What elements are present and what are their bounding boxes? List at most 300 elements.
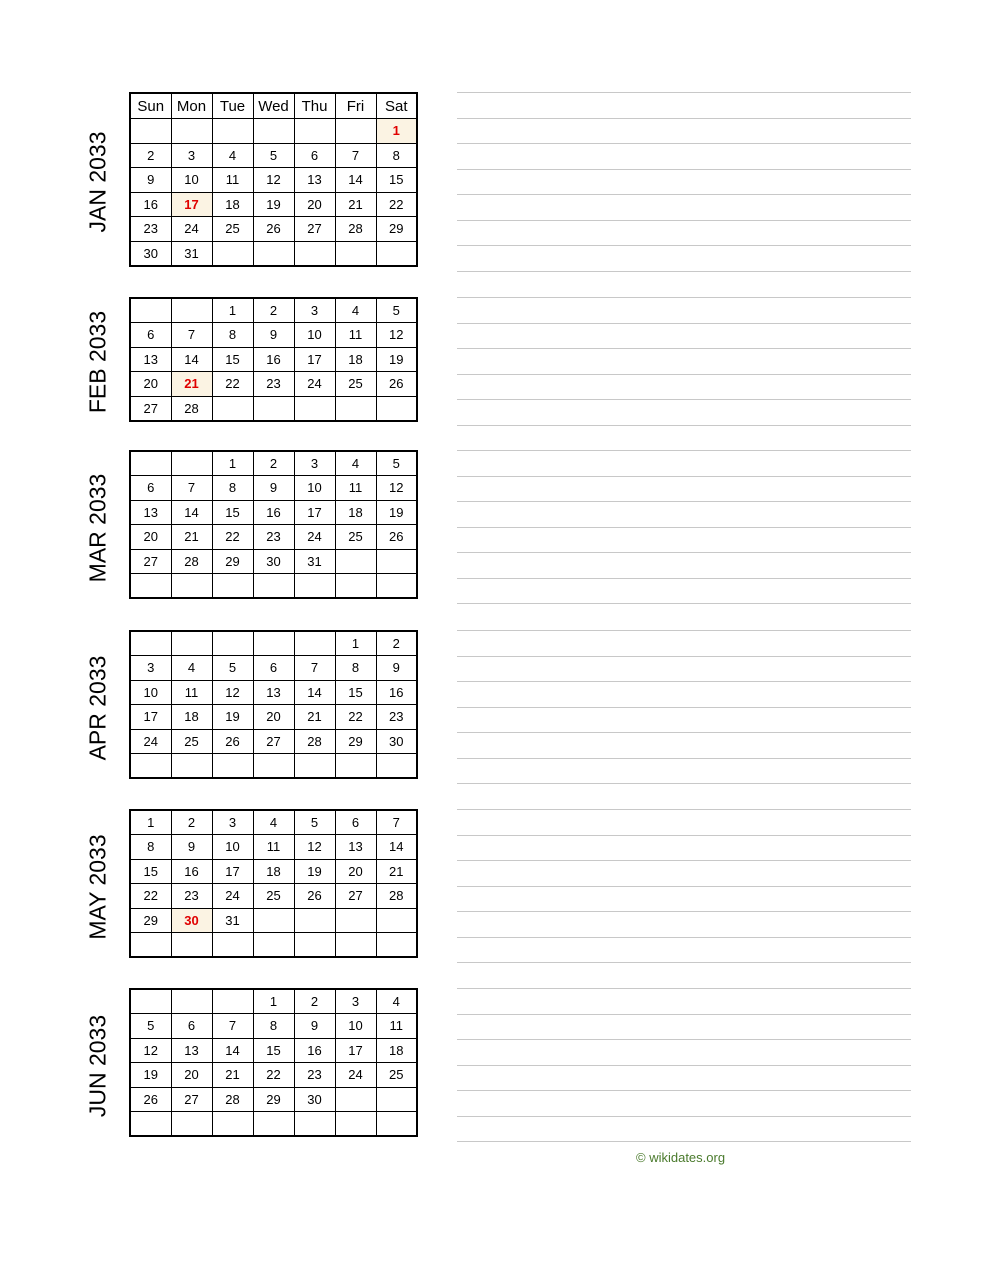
empty-day-cell [212, 241, 253, 266]
day-cell: 25 [376, 1063, 417, 1088]
day-cell: 1 [212, 451, 253, 476]
day-cell: 17 [335, 1038, 376, 1063]
month-calendar-grid [129, 809, 418, 958]
day-cell: 18 [335, 500, 376, 525]
empty-day-cell [376, 908, 417, 933]
empty-day-cell [376, 754, 417, 779]
day-cell: 21 [376, 859, 417, 884]
week-row [130, 835, 417, 860]
day-cell: 20 [335, 859, 376, 884]
note-line [457, 886, 911, 887]
note-line [457, 1065, 911, 1066]
note-line [457, 425, 911, 426]
day-cell: 28 [294, 729, 335, 754]
note-line [457, 783, 911, 784]
day-cell: 15 [376, 168, 417, 193]
day-cell: 9 [171, 835, 212, 860]
day-cell: 2 [171, 810, 212, 835]
empty-day-cell [130, 1112, 171, 1137]
day-cell: 26 [253, 217, 294, 242]
day-cell: 24 [294, 525, 335, 550]
day-cell: 18 [335, 347, 376, 372]
day-cell: 8 [130, 835, 171, 860]
empty-day-cell [212, 631, 253, 656]
empty-day-cell [253, 933, 294, 958]
day-cell: 8 [212, 476, 253, 501]
day-cell: 14 [171, 500, 212, 525]
empty-day-cell [253, 631, 294, 656]
empty-day-cell [376, 1112, 417, 1137]
day-cell: 4 [335, 298, 376, 323]
day-cell: 5 [376, 451, 417, 476]
week-row [130, 396, 417, 421]
day-cell: 9 [130, 168, 171, 193]
week-row [130, 298, 417, 323]
day-cell: 16 [253, 500, 294, 525]
week-row [130, 217, 417, 242]
day-cell: 13 [130, 347, 171, 372]
day-cell: 3 [294, 451, 335, 476]
day-cell: 7 [376, 810, 417, 835]
day-cell: 9 [376, 656, 417, 681]
empty-day-cell [212, 574, 253, 599]
week-row [130, 933, 417, 958]
week-row [130, 729, 417, 754]
weekday-header: Sat [376, 93, 417, 119]
note-line [457, 732, 911, 733]
day-cell: 27 [253, 729, 294, 754]
day-cell: 2 [130, 143, 171, 168]
day-cell: 7 [294, 656, 335, 681]
day-cell: 10 [130, 680, 171, 705]
day-cell: 29 [212, 549, 253, 574]
empty-day-cell [294, 908, 335, 933]
empty-day-cell [335, 574, 376, 599]
day-cell: 18 [376, 1038, 417, 1063]
empty-day-cell [376, 1087, 417, 1112]
day-cell: 20 [253, 705, 294, 730]
empty-day-cell [171, 989, 212, 1014]
note-line [457, 374, 911, 375]
day-cell: 3 [171, 143, 212, 168]
week-row [130, 705, 417, 730]
empty-day-cell [212, 119, 253, 144]
empty-day-cell [335, 754, 376, 779]
day-cell: 10 [294, 476, 335, 501]
day-cell: 16 [253, 347, 294, 372]
day-cell: 6 [171, 1014, 212, 1039]
day-cell: 2 [253, 451, 294, 476]
day-cell: 10 [212, 835, 253, 860]
empty-day-cell [130, 119, 171, 144]
week-row [130, 525, 417, 550]
note-line [457, 630, 911, 631]
empty-day-cell [294, 574, 335, 599]
day-cell: 2 [376, 631, 417, 656]
month-calendar-grid [129, 450, 418, 599]
day-cell: 30 [253, 549, 294, 574]
day-cell: 25 [212, 217, 253, 242]
weekday-header: Thu [294, 93, 335, 119]
empty-day-cell [376, 396, 417, 421]
day-cell: 5 [212, 656, 253, 681]
day-cell: 14 [376, 835, 417, 860]
empty-day-cell [130, 574, 171, 599]
day-cell: 3 [212, 810, 253, 835]
day-cell: 18 [212, 192, 253, 217]
day-cell: 20 [130, 372, 171, 397]
empty-day-cell [171, 574, 212, 599]
empty-day-cell [253, 574, 294, 599]
day-cell: 20 [294, 192, 335, 217]
day-cell: 4 [253, 810, 294, 835]
day-cell: 11 [335, 323, 376, 348]
empty-day-cell [212, 396, 253, 421]
day-cell: 16 [376, 680, 417, 705]
day-cell: 5 [253, 143, 294, 168]
day-cell: 31 [294, 549, 335, 574]
week-row [130, 989, 417, 1014]
note-line [457, 348, 911, 349]
note-line [457, 220, 911, 221]
day-cell: 19 [376, 347, 417, 372]
empty-day-cell [335, 119, 376, 144]
week-row [130, 500, 417, 525]
day-cell: 23 [253, 372, 294, 397]
month-label-text: MAY 2033 [84, 833, 111, 940]
day-cell: 18 [171, 705, 212, 730]
week-row [130, 241, 417, 266]
day-cell: 26 [130, 1087, 171, 1112]
day-cell: 9 [253, 323, 294, 348]
month-label-text: MAR 2033 [84, 473, 111, 582]
day-cell: 29 [335, 729, 376, 754]
day-cell: 7 [212, 1014, 253, 1039]
note-line [457, 501, 911, 502]
empty-day-cell [294, 241, 335, 266]
day-cell: 23 [253, 525, 294, 550]
day-cell: 5 [130, 1014, 171, 1039]
day-cell: 28 [171, 396, 212, 421]
day-cell: 11 [376, 1014, 417, 1039]
day-cell: 30 [130, 241, 171, 266]
weekday-header: Sun [130, 93, 171, 119]
week-row [130, 323, 417, 348]
day-cell: 24 [294, 372, 335, 397]
empty-day-cell [212, 989, 253, 1014]
day-cell: 17 [130, 705, 171, 730]
day-cell: 16 [130, 192, 171, 217]
day-cell: 17 [212, 859, 253, 884]
day-cell: 12 [212, 680, 253, 705]
empty-day-cell [294, 1112, 335, 1137]
day-cell: 13 [171, 1038, 212, 1063]
day-cell: 17 [171, 192, 212, 217]
week-row [130, 754, 417, 779]
day-cell: 10 [335, 1014, 376, 1039]
day-cell: 19 [212, 705, 253, 730]
month-calendar-grid [129, 988, 418, 1137]
note-line [457, 1039, 911, 1040]
day-cell: 5 [376, 298, 417, 323]
week-row [130, 908, 417, 933]
note-line [457, 323, 911, 324]
empty-day-cell [376, 574, 417, 599]
day-cell: 12 [130, 1038, 171, 1063]
empty-day-cell [376, 549, 417, 574]
empty-day-cell [335, 933, 376, 958]
note-line [457, 169, 911, 170]
empty-day-cell [253, 241, 294, 266]
week-row [130, 1112, 417, 1137]
day-cell: 21 [212, 1063, 253, 1088]
day-cell: 15 [335, 680, 376, 705]
month-calendar-grid [129, 630, 418, 779]
note-line [457, 552, 911, 553]
day-cell: 1 [335, 631, 376, 656]
note-line [457, 962, 911, 963]
empty-day-cell [212, 933, 253, 958]
day-cell: 16 [294, 1038, 335, 1063]
week-row [130, 119, 417, 144]
day-cell: 25 [253, 884, 294, 909]
day-cell: 4 [376, 989, 417, 1014]
empty-day-cell [130, 298, 171, 323]
day-cell: 2 [253, 298, 294, 323]
day-cell: 8 [212, 323, 253, 348]
day-cell: 15 [212, 347, 253, 372]
empty-day-cell [130, 989, 171, 1014]
day-cell: 11 [171, 680, 212, 705]
day-cell: 13 [130, 500, 171, 525]
note-line [457, 656, 911, 657]
note-line [457, 835, 911, 836]
day-cell: 1 [130, 810, 171, 835]
week-row [130, 1014, 417, 1039]
day-cell: 3 [130, 656, 171, 681]
day-cell: 15 [212, 500, 253, 525]
empty-day-cell [253, 396, 294, 421]
day-cell: 15 [130, 859, 171, 884]
empty-day-cell [171, 754, 212, 779]
day-cell: 19 [253, 192, 294, 217]
day-cell: 11 [335, 476, 376, 501]
empty-day-cell [335, 241, 376, 266]
day-cell: 21 [335, 192, 376, 217]
day-cell: 7 [171, 476, 212, 501]
day-cell: 29 [130, 908, 171, 933]
day-cell: 21 [171, 372, 212, 397]
note-line [457, 1116, 911, 1117]
day-cell: 10 [171, 168, 212, 193]
day-cell: 25 [171, 729, 212, 754]
empty-day-cell [253, 754, 294, 779]
month-label-text: APR 2033 [84, 655, 111, 760]
day-cell: 7 [335, 143, 376, 168]
day-cell: 22 [376, 192, 417, 217]
day-cell: 15 [253, 1038, 294, 1063]
note-line [457, 118, 911, 119]
day-cell: 16 [171, 859, 212, 884]
day-cell: 27 [171, 1087, 212, 1112]
day-cell: 24 [212, 884, 253, 909]
empty-day-cell [171, 1112, 212, 1137]
day-cell: 13 [294, 168, 335, 193]
day-cell: 22 [130, 884, 171, 909]
weekday-header: Wed [253, 93, 294, 119]
note-line [457, 911, 911, 912]
empty-day-cell [130, 933, 171, 958]
empty-day-cell [294, 933, 335, 958]
week-row [130, 168, 417, 193]
weekday-header: Mon [171, 93, 212, 119]
day-cell: 14 [294, 680, 335, 705]
empty-day-cell [335, 908, 376, 933]
day-cell: 18 [253, 859, 294, 884]
week-row [130, 476, 417, 501]
day-cell: 27 [130, 396, 171, 421]
day-cell: 13 [335, 835, 376, 860]
note-line [457, 1141, 911, 1142]
day-cell: 27 [335, 884, 376, 909]
day-cell: 5 [294, 810, 335, 835]
day-cell: 24 [335, 1063, 376, 1088]
day-cell: 29 [253, 1087, 294, 1112]
empty-day-cell [171, 119, 212, 144]
day-cell: 26 [376, 525, 417, 550]
day-cell: 8 [376, 143, 417, 168]
note-line [457, 988, 911, 989]
day-cell: 4 [171, 656, 212, 681]
note-line [457, 399, 911, 400]
day-cell: 8 [253, 1014, 294, 1039]
month-calendar-grid [129, 92, 418, 267]
day-cell: 1 [253, 989, 294, 1014]
day-cell: 26 [294, 884, 335, 909]
week-row [130, 143, 417, 168]
day-cell: 9 [253, 476, 294, 501]
week-row [130, 347, 417, 372]
note-line [457, 143, 911, 144]
empty-day-cell [253, 119, 294, 144]
empty-day-cell [335, 1112, 376, 1137]
week-row [130, 372, 417, 397]
day-cell: 27 [294, 217, 335, 242]
week-row [130, 680, 417, 705]
empty-day-cell [171, 451, 212, 476]
day-cell: 25 [335, 525, 376, 550]
day-cell: 14 [212, 1038, 253, 1063]
note-line [457, 758, 911, 759]
day-cell: 28 [171, 549, 212, 574]
note-line [457, 681, 911, 682]
footer-credit[interactable]: © wikidates.org [636, 1150, 726, 1165]
day-cell: 27 [130, 549, 171, 574]
note-line [457, 92, 911, 93]
note-line [457, 809, 911, 810]
week-row [130, 549, 417, 574]
note-line [457, 937, 911, 938]
day-cell: 17 [294, 347, 335, 372]
day-cell: 6 [253, 656, 294, 681]
week-row [130, 859, 417, 884]
day-cell: 3 [335, 989, 376, 1014]
note-line [457, 1090, 911, 1091]
empty-day-cell [253, 908, 294, 933]
day-cell: 30 [376, 729, 417, 754]
day-cell: 8 [335, 656, 376, 681]
day-cell: 29 [376, 217, 417, 242]
week-row [130, 884, 417, 909]
day-cell: 14 [171, 347, 212, 372]
day-cell: 6 [294, 143, 335, 168]
day-cell: 20 [171, 1063, 212, 1088]
day-cell: 4 [335, 451, 376, 476]
day-cell: 22 [335, 705, 376, 730]
empty-day-cell [294, 754, 335, 779]
day-cell: 19 [130, 1063, 171, 1088]
week-row [130, 1063, 417, 1088]
note-line [457, 603, 911, 604]
note-line [457, 527, 911, 528]
day-cell: 12 [376, 476, 417, 501]
day-cell: 9 [294, 1014, 335, 1039]
day-cell: 31 [212, 908, 253, 933]
month-label-text: FEB 2033 [84, 310, 111, 413]
note-line [457, 297, 911, 298]
day-cell: 6 [335, 810, 376, 835]
day-cell: 11 [212, 168, 253, 193]
empty-day-cell [212, 1112, 253, 1137]
note-line [457, 707, 911, 708]
day-cell: 10 [294, 323, 335, 348]
empty-day-cell [130, 451, 171, 476]
empty-day-cell [335, 396, 376, 421]
week-row [130, 631, 417, 656]
day-cell: 22 [212, 525, 253, 550]
day-cell: 4 [212, 143, 253, 168]
empty-day-cell [253, 1112, 294, 1137]
day-cell: 23 [376, 705, 417, 730]
day-cell: 22 [212, 372, 253, 397]
day-cell: 1 [212, 298, 253, 323]
day-cell: 3 [294, 298, 335, 323]
day-cell: 2 [294, 989, 335, 1014]
month-label-text: JAN 2033 [84, 131, 111, 233]
day-cell: 24 [130, 729, 171, 754]
day-cell: 30 [171, 908, 212, 933]
empty-day-cell [171, 933, 212, 958]
month-label-text: JUN 2033 [84, 1014, 111, 1117]
day-cell: 21 [171, 525, 212, 550]
week-row [130, 574, 417, 599]
empty-day-cell [294, 631, 335, 656]
empty-day-cell [130, 754, 171, 779]
day-cell: 12 [253, 168, 294, 193]
day-cell: 23 [130, 217, 171, 242]
note-line [457, 245, 911, 246]
empty-day-cell [171, 631, 212, 656]
day-cell: 7 [171, 323, 212, 348]
day-cell: 20 [130, 525, 171, 550]
day-cell: 12 [376, 323, 417, 348]
day-cell: 23 [171, 884, 212, 909]
empty-day-cell [294, 396, 335, 421]
weekday-header-row [130, 93, 417, 119]
empty-day-cell [376, 933, 417, 958]
week-row [130, 1038, 417, 1063]
empty-day-cell [335, 549, 376, 574]
